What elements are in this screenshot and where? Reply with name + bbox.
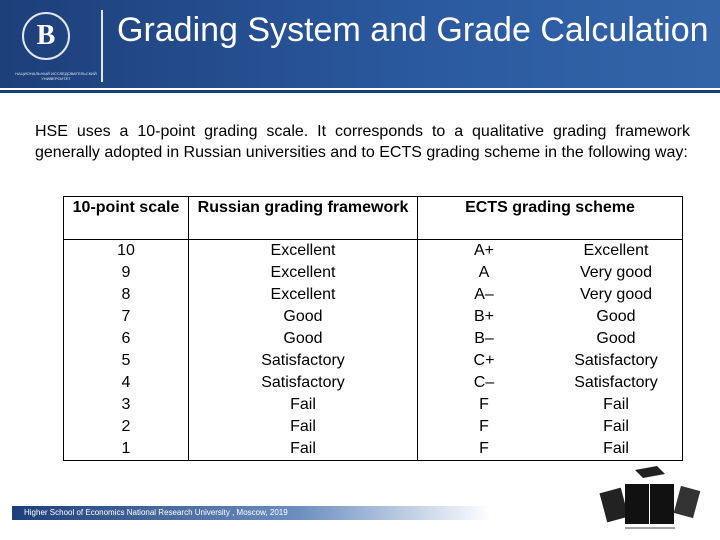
points-cell: 8 — [121, 286, 131, 303]
ects-label-cell: Excellent — [583, 242, 649, 259]
russian-grade-cell: Satisfactory — [261, 352, 345, 369]
points-cell: 6 — [121, 330, 131, 347]
ects-row — [418, 240, 682, 262]
ects-label-cell: Very good — [579, 264, 653, 281]
ects-row — [418, 328, 682, 350]
ects-label-cell: Very good — [579, 286, 653, 303]
russian-grade-cell: Fail — [290, 418, 316, 435]
russian-grade-cell: Fail — [290, 396, 316, 413]
hse-logo: В — [22, 12, 70, 60]
ects-letter-cell: A– — [474, 286, 494, 303]
points-cell: 3 — [121, 396, 131, 413]
russian-grade-cell: Satisfactory — [261, 374, 345, 391]
footer-text: Higher School of Economics National Research University , Moscow, 2019 — [24, 508, 288, 517]
graduates-illustration-icon — [595, 462, 710, 532]
ects-letter-cell: C+ — [473, 352, 495, 369]
intro-text: HSE uses a 10-point grading scale. It corresponds to a qualitative grading framework generally adopted in Russian universities and to ECTS grading scheme in the following way: — [35, 123, 690, 161]
ects-label-cell: Satisfactory — [574, 374, 658, 391]
ects-letter-cell: F — [479, 440, 489, 457]
ects-label-cell: Fail — [603, 418, 629, 435]
grading-table — [63, 196, 683, 461]
russian-grade-cell: Excellent — [270, 264, 336, 281]
points-cell: 2 — [121, 418, 131, 435]
ects-label-cell: Good — [596, 330, 636, 347]
header-divider — [0, 90, 720, 93]
points-cell: 1 — [121, 440, 131, 457]
ects-label-cell: Fail — [603, 396, 629, 413]
ects-letter-cell: F — [479, 396, 489, 413]
ects-letter-cell: A+ — [473, 242, 494, 259]
ects-label-cell: Satisfactory — [574, 352, 658, 369]
ects-row — [418, 416, 682, 438]
russian-grade-cell: Fail — [290, 440, 316, 457]
ects-row — [418, 262, 682, 284]
ects-row — [418, 306, 682, 328]
russian-grade-cell: Good — [283, 308, 323, 325]
russian-column — [189, 240, 418, 461]
ects-row — [418, 350, 682, 372]
ects-row — [418, 438, 682, 460]
ects-row — [418, 284, 682, 306]
header-10-point: 10-point scale — [64, 197, 189, 240]
ects-letter-cell: B+ — [473, 308, 494, 325]
ects-letter-cell: B– — [474, 330, 494, 347]
ects-row — [418, 372, 682, 394]
ects-label-cell: Fail — [603, 440, 629, 457]
ects-column — [418, 240, 683, 461]
slide-title: Grading System and Grade Calculation — [117, 11, 709, 49]
logo-caption: НАЦИОНАЛЬНЫЙ ИССЛЕДОВАТЕЛЬСКИЙ УНИВЕРСИТЕТ — [15, 71, 97, 81]
logo-separator — [101, 10, 103, 82]
russian-grade-cell: Good — [283, 330, 323, 347]
points-cell: 10 — [117, 242, 135, 259]
points-cell: 4 — [121, 374, 131, 391]
ects-label-cell: Good — [596, 308, 636, 325]
points-column — [64, 240, 189, 461]
header-ects: ECTS grading scheme — [418, 197, 683, 240]
ects-row — [418, 394, 682, 416]
points-cell: 5 — [121, 352, 131, 369]
points-cell: 7 — [121, 308, 131, 325]
ects-letter-cell: A — [478, 264, 490, 281]
ects-letter-cell: F — [479, 418, 489, 435]
points-cell: 9 — [121, 264, 131, 281]
russian-grade-cell: Excellent — [270, 242, 336, 259]
russian-grade-cell: Excellent — [270, 286, 336, 303]
header-russian: Russian grading framework — [189, 197, 418, 240]
ects-letter-cell: C– — [473, 374, 495, 391]
